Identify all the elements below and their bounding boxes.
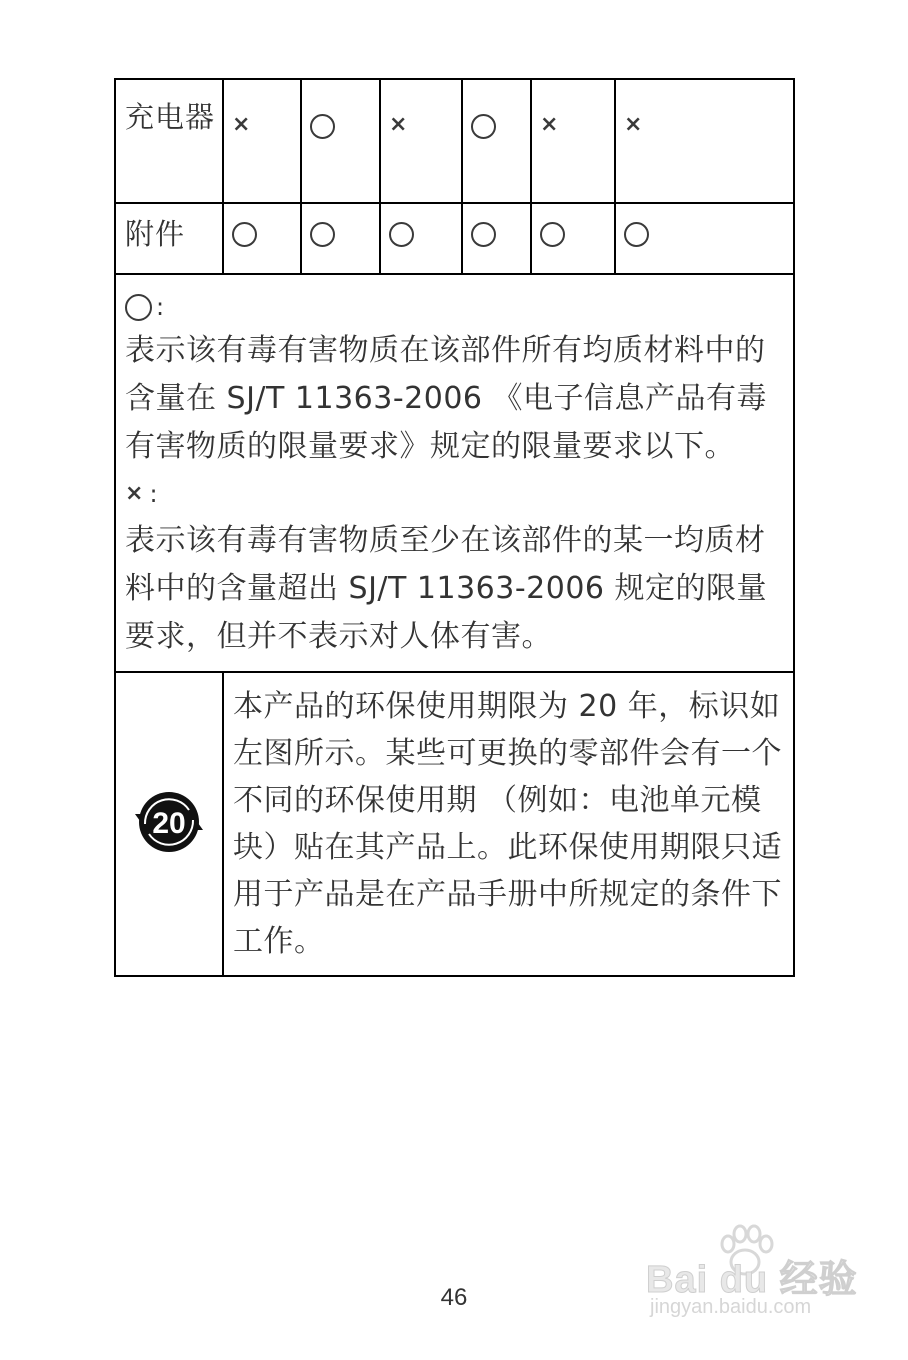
cross-mark: × [389,112,408,137]
component-name-accessory: 附件 [115,203,223,274]
watermark-brand: Bai du 经验 [646,1259,858,1301]
circle-mark-icon [389,222,414,247]
substance-cell [615,203,794,274]
circle-mark-icon [540,222,565,247]
legend-cross-line [125,471,785,517]
substance-cell [380,203,462,274]
circle-mark-icon [471,222,496,247]
substance-cell [380,79,462,203]
page-number: 46 [440,1284,468,1311]
substance-cell [223,203,301,274]
epup-20-logo-icon [131,784,207,860]
legend-colon: : [156,293,165,321]
substance-cell [531,203,615,274]
epup-logo-cell [115,672,223,976]
cross-mark: × [232,112,251,137]
substance-cell [462,79,531,203]
cross-legend-mark: × [125,481,144,506]
circle-mark-icon [624,222,649,247]
baidu-jingyan-watermark [640,1222,860,1322]
circle-mark-icon [310,114,335,139]
substance-cell [531,79,615,203]
hazardous-substance-table [114,78,795,977]
cross-mark: × [624,112,643,137]
substance-cell [301,203,380,274]
legend-cross-text: 表示该有毒有害物质至少在该部件的某一均质材料中的含量超出 SJ/T 11363-2006 规定的限量要求，但并不表示对人体有害。 [125,523,768,654]
circle-mark-icon [310,222,335,247]
substance-cell [615,79,794,203]
watermark-url: jingyan.baidu.com [650,1296,812,1318]
circle-mark-icon [232,222,257,247]
circle-mark-icon [471,114,496,139]
epup-description: 本产品的环保使用期限为 20 年，标识如左图所示。某些可更换的零部件会有一个不同的环保使用期 （例如：电池单元模块）贴在其产品上。此环保使用期限只适用于产品是在产品手册中所规定的条件下工作。 [223,672,794,976]
substance-cell [462,203,531,274]
table-row-legend [115,274,794,672]
circle-legend-icon [125,294,152,321]
legend-colon: : [149,480,158,508]
legend-cell [115,274,794,672]
table-row-epup [115,672,794,976]
legend-circle-line [125,287,785,327]
cross-mark: × [540,112,559,137]
table-row-accessory [115,203,794,274]
table-row-charger [115,79,794,203]
legend-circle-text: 表示该有毒有害物质在该部件所有均质材料中的含量在 SJ/T 11363-2006 《电子信息产品有毒有害物质的限量要求》规定的限量要求以下。 [125,333,768,464]
component-name-charger: 充电器 [115,79,223,203]
substance-cell [301,79,380,203]
epup-logo-number: 20 [152,807,186,840]
substance-cell [223,79,301,203]
